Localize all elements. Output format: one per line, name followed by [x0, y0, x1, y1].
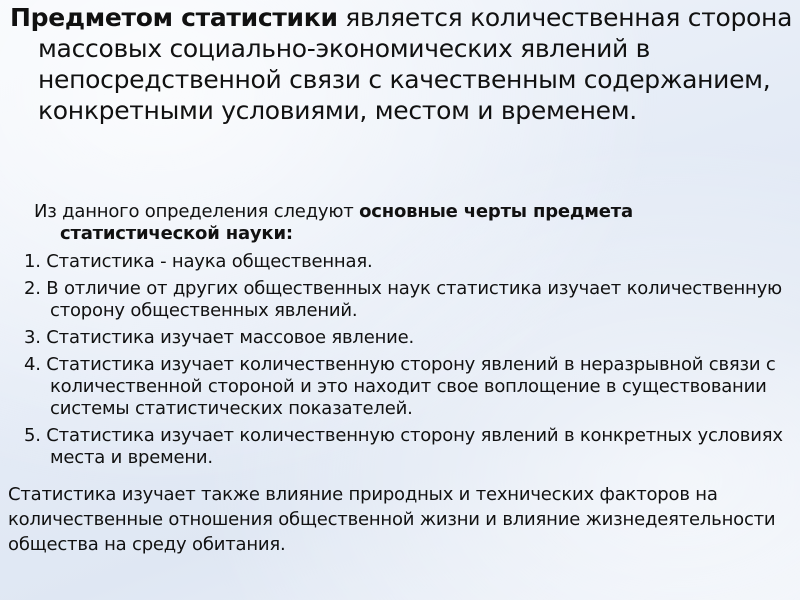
feature-item-4: 4. Статистика изучает количественную сторону явлений в неразрывной связи с количественной стороной и это находит свое воплощение в существовании системы статистических показателей.: [24, 354, 776, 419]
features-intro: [24, 201, 784, 245]
features-block: [24, 201, 784, 474]
feature-item-5: 5. Статистика изучает количественную сторону явлений в конкретных условиях места и времени.: [24, 425, 783, 468]
definition-lead: Предметом статистики: [10, 3, 338, 32]
definition-text: является количественная сторона массовых социально-экономических явлений в непосредственной связи с качественным содержанием, конкретными условиями, местом и временем.: [38, 3, 793, 125]
feature-item-2: 2. В отличие от других общественных наук статистика изучает количественную сторону общественных явлений.: [24, 278, 783, 321]
features-intro-text: Из данного определения следуют: [34, 201, 360, 222]
feature-item-3: 3. Статистика изучает массовое явление.: [24, 327, 415, 348]
feature-item-1: 1. Статистика - наука общественная.: [24, 251, 373, 272]
definition-paragraph: [10, 2, 800, 126]
features-intro-strong: основные черты предмета статистической науки:: [60, 201, 633, 244]
closing-paragraph: Статистика изучает также влияние природных и технических факторов на количественные отношения общественной жизни и влияние жизнедеятельности общества на среду обитания.: [8, 484, 776, 555]
